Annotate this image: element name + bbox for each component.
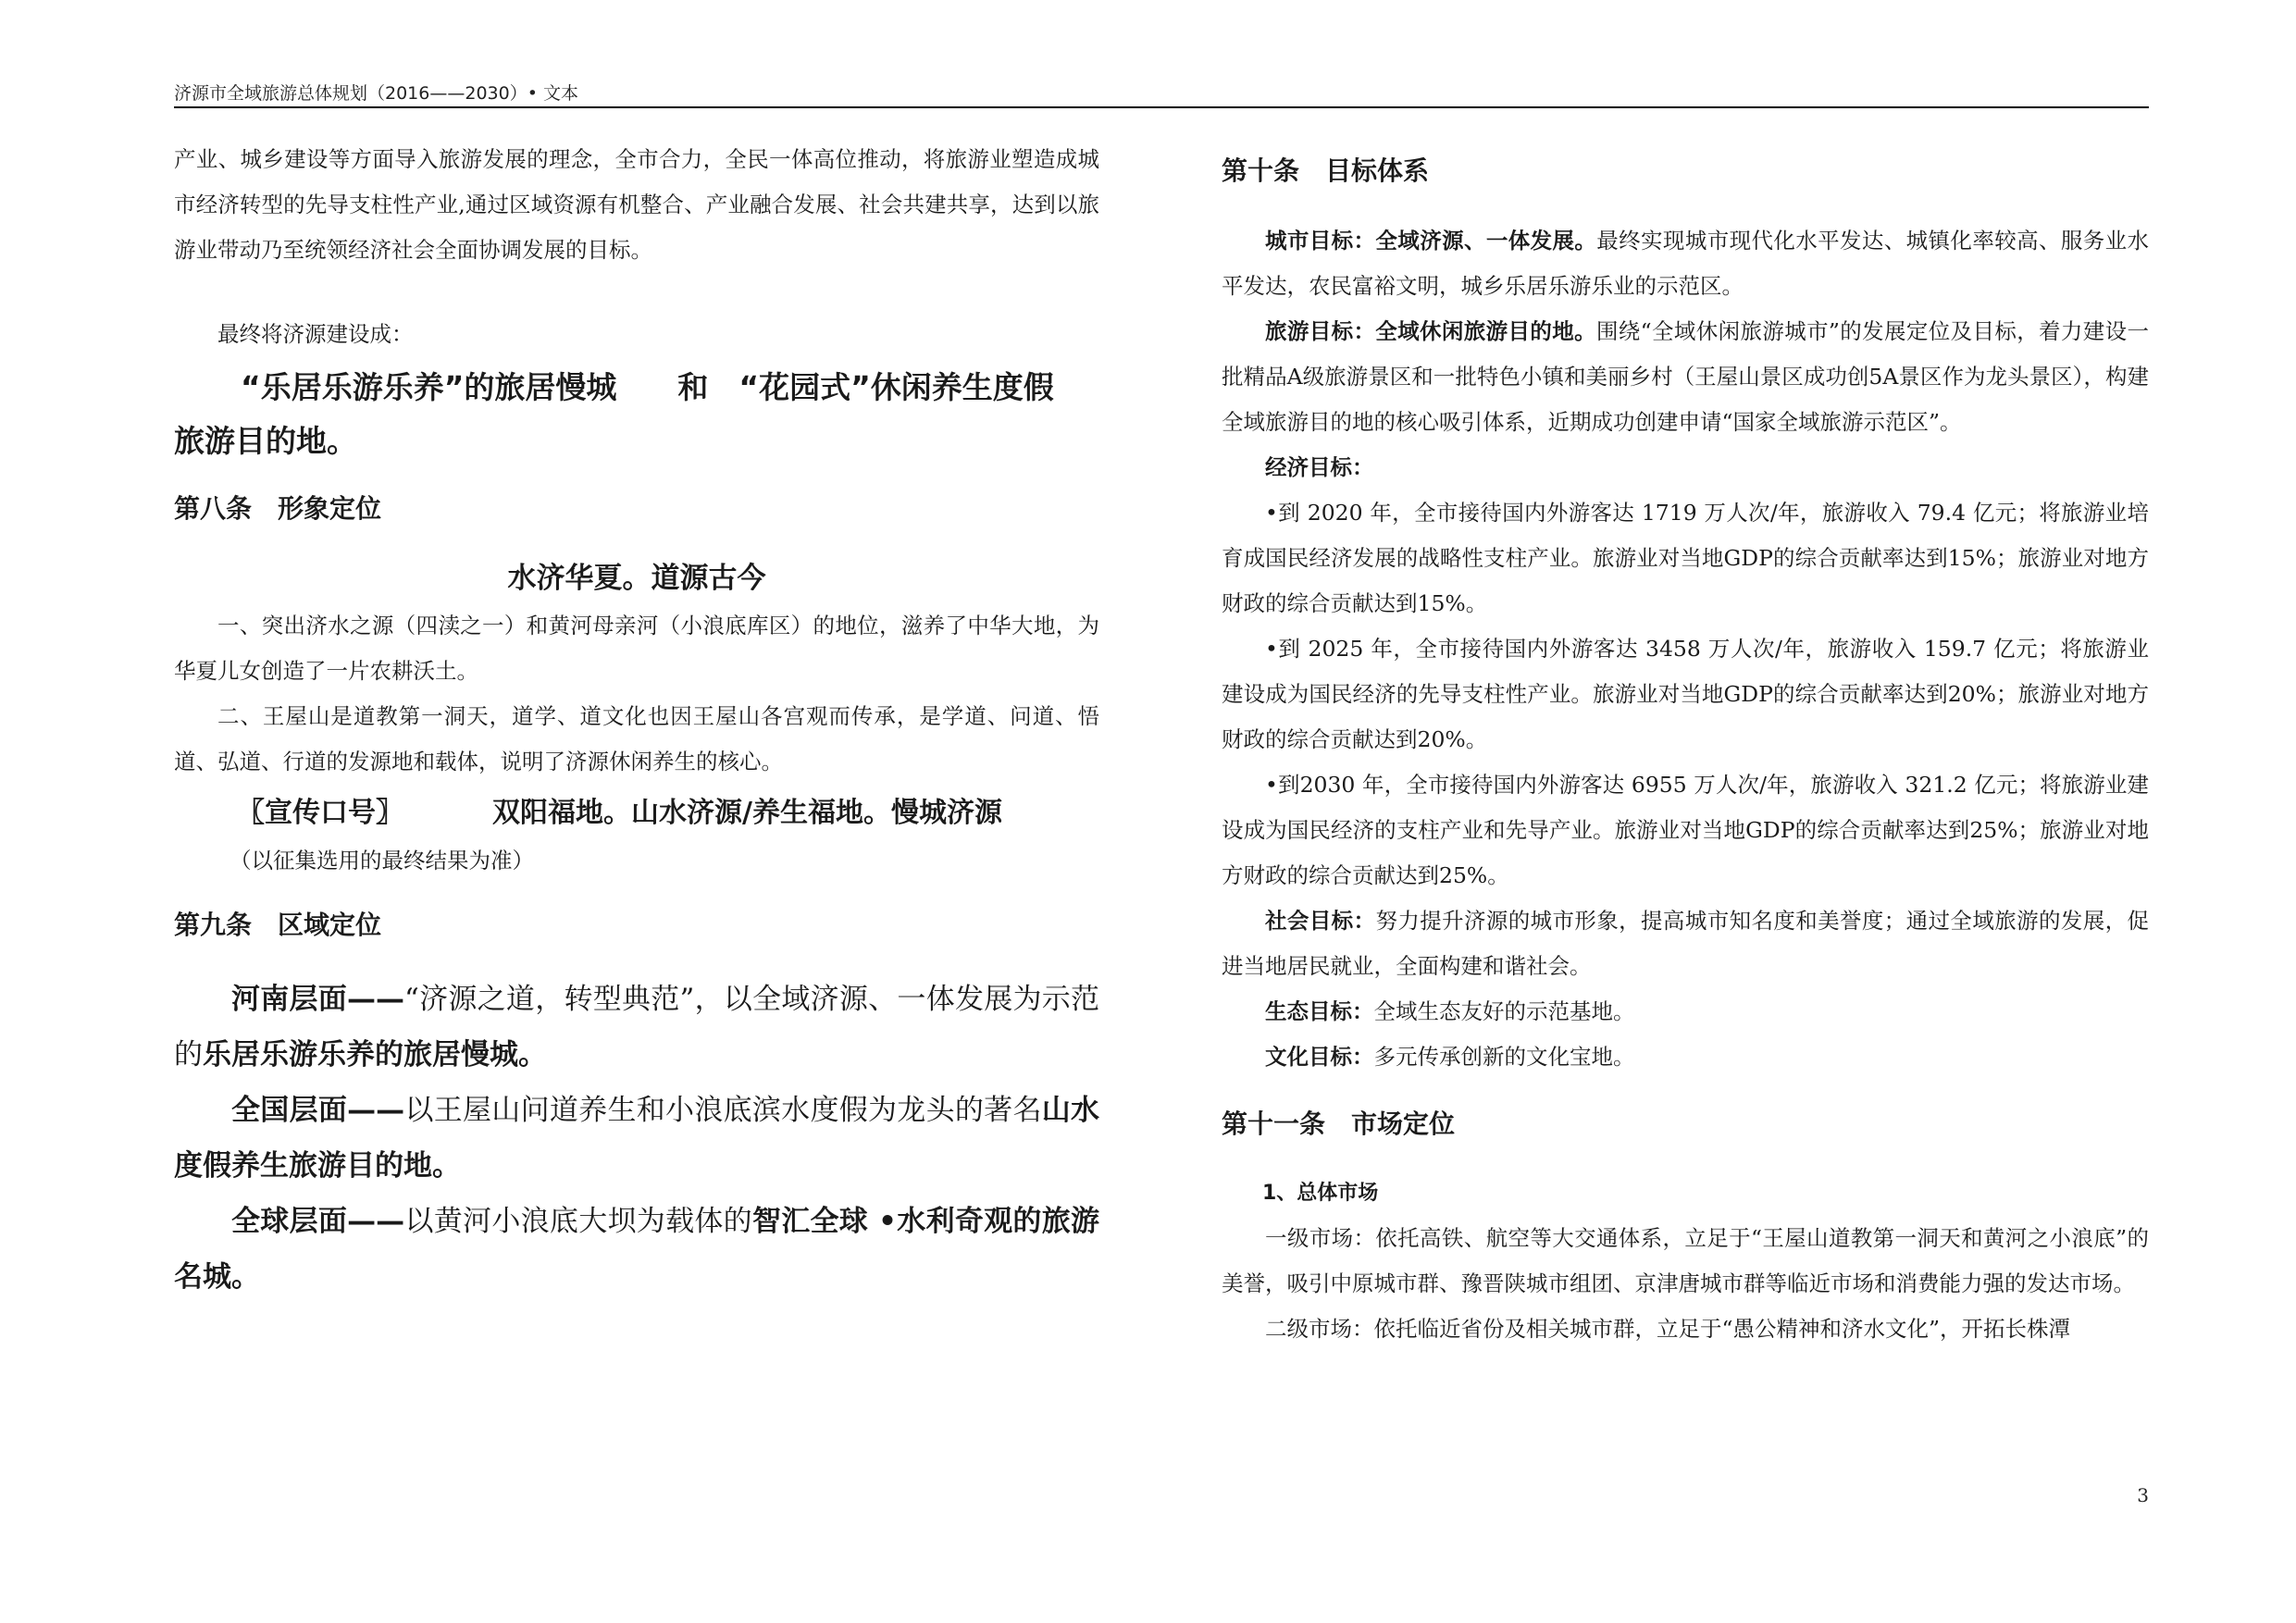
ecological-goal-text: 全域生态友好的示范基地。: [1373, 998, 1635, 1024]
left-column: [174, 137, 1099, 1305]
henan-text: “济源之道，转型典范”，以全域济源、一体发展为示范的: [174, 983, 1099, 1072]
social-goal-text: 努力提升济源的城市形象，提高城市知名度和美誉度；通过全域旅游的发展，促进当地居民就业，全面构建和谐社会。: [1222, 908, 2150, 979]
global-bold: 智汇全球 •水利奇观的旅游名城。: [174, 1205, 1100, 1294]
economic-goal-2025: •到 2025 年，全市接待国内外游客达 3458 万人次/年，旅游收入 159.7 亿元；将旅游业建设成为国民经济的先导支柱性产业。旅游业对当地GDP的综合贡献率达到20%；旅游业对地方财政的综合贡献达到20%。: [1222, 636, 2149, 752]
national-level: [174, 1083, 1099, 1194]
article-8-point-1: 一、突出济水之源（四渎之一）和黄河母亲河（小浪底库区）的地位，滋养了中华大地，为华夏儿女创造了一片农耕沃土。: [174, 613, 1099, 684]
secondary-market: 二级市场：依托临近省份及相关城市群，立足于“愚公精神和济水文化”，开拓长株潭: [1265, 1316, 2071, 1342]
running-header: 济源市全域旅游总体规划（2016——2030）• 文本: [174, 83, 578, 104]
tourism-goal: [1222, 309, 2149, 445]
national-text: 以王屋山问道养生和小浪底滨水度假为龙头的著名: [404, 1094, 1042, 1127]
header-rule: [174, 106, 2149, 108]
page-number: 3: [2137, 1484, 2149, 1506]
ecological-goal: [1222, 989, 2149, 1035]
henan-label: 河南层面——: [231, 983, 405, 1016]
national-label: 全国层面——: [231, 1094, 405, 1127]
final-goal-line-2: 旅游目的地。: [174, 423, 357, 459]
city-goal: [1222, 218, 2149, 309]
city-goal-label: 城市目标：全域济源、一体发展。: [1265, 228, 1597, 254]
image-slogan: 水济华夏。道源古今: [507, 562, 766, 595]
tourism-goal-text: 围绕“全域休闲旅游城市”的发展定位及目标，着力建设一批精品A级旅游景区和一批特色小镇和美丽乡村（王屋山景区成功创5A景区作为龙头景区），构建全域旅游目的地的核心吸引体系，近期成功创建申请“国家全域旅游示范区”。: [1222, 318, 2150, 435]
primary-market: 一级市场：依托高铁、航空等大交通体系，立足于“王屋山道教第一洞天和黄河之小浪底”的美誉，吸引中原城市群、豫晋陕城市组团、京津唐城市群等临近市场和消费能力强的发达市场。: [1222, 1225, 2149, 1296]
cultural-goal: [1222, 1035, 2149, 1080]
henan-level: [174, 972, 1099, 1083]
tourism-goal-label: 旅游目标：全域休闲旅游目的地。: [1265, 318, 1596, 344]
promo-text: 双阳福地。山水济源/养生福地。慢城济源: [492, 797, 1002, 829]
national-bold: 山水度假养生旅游目的地。: [174, 1094, 1100, 1183]
article-9-title: 第九条 区域定位: [174, 910, 382, 940]
intro-paragraph: 产业、城乡建设等方面导入旅游发展的理念，全市合力，全民一体高位推动，将旅游业塑造成城市经济转型的先导支柱性产业,通过区域资源有机整合、产业融合发展、社会共建共享，达到以旅游业带动乃至统领经济社会全面协调发展的目标。: [174, 146, 1099, 263]
right-column: [1222, 137, 2149, 1352]
global-level: [174, 1194, 1099, 1305]
social-goal-label: 社会目标：: [1265, 908, 1376, 934]
article-8-point-2: 二、王屋山是道教第一洞天，道学、道文化也因王屋山各宫观而传承，是学道、问道、悟道、弘道、行道的发源地和载体，说明了济源休闲养生的核心。: [174, 703, 1099, 774]
economic-goal-2030: •到2030 年，全市接待国内外游客达 6955 万人次/年，旅游收入 321.2 亿元；将旅游业建设成为国民经济的支柱产业和先导产业。旅游业对当地GDP的综合贡献率达到25%；旅游业对地方财政的综合贡献达到25%。: [1222, 772, 2149, 888]
article-11-title: 第十一条 市场定位: [1222, 1109, 1456, 1139]
final-goal-line-1: “乐居乐游乐养”的旅居慢城 和 “花园式”休闲养生度假: [241, 369, 1054, 405]
city-goal-text: 最终实现城市现代化水平发达、城镇化率较高、服务业水平发达，农民富裕文明，城乡乐居乐游乐业的示范区。: [1222, 228, 2150, 299]
promo-label: 〖宣传口号〗: [237, 797, 403, 829]
promo-note: （以征集选用的最终结果为准）: [230, 848, 534, 873]
final-goal-lead: 最终将济源建设成：: [217, 321, 414, 347]
ecological-goal-label: 生态目标：: [1265, 998, 1374, 1024]
global-label: 全球层面——: [231, 1205, 405, 1238]
article-8-title: 第八条 形象定位: [174, 493, 382, 524]
economic-goal-label: 经济目标：: [1265, 454, 1374, 480]
overall-market-subtitle: 1、总体市场: [1262, 1182, 1379, 1205]
article-10-title: 第十条 目标体系: [1222, 155, 1430, 186]
promo-slogan-line: [174, 785, 1099, 842]
social-goal: [1222, 898, 2149, 989]
cultural-goal-label: 文化目标：: [1265, 1044, 1374, 1070]
cultural-goal-text: 多元传承创新的文化宝地。: [1373, 1044, 1635, 1070]
global-text: 以黄河小浪底大坝为载体的: [404, 1205, 752, 1238]
economic-goal-2020: •到 2020 年，全市接待国内外游客达 1719 万人次/年，旅游收入 79.4 亿元；将旅游业培育成国民经济发展的战略性支柱产业。旅游业对当地GDP的综合贡献率达到15%；旅游业对地方财政的综合贡献达到15%。: [1222, 500, 2149, 616]
henan-bold: 乐居乐游乐养的旅居慢城。: [203, 1038, 547, 1072]
